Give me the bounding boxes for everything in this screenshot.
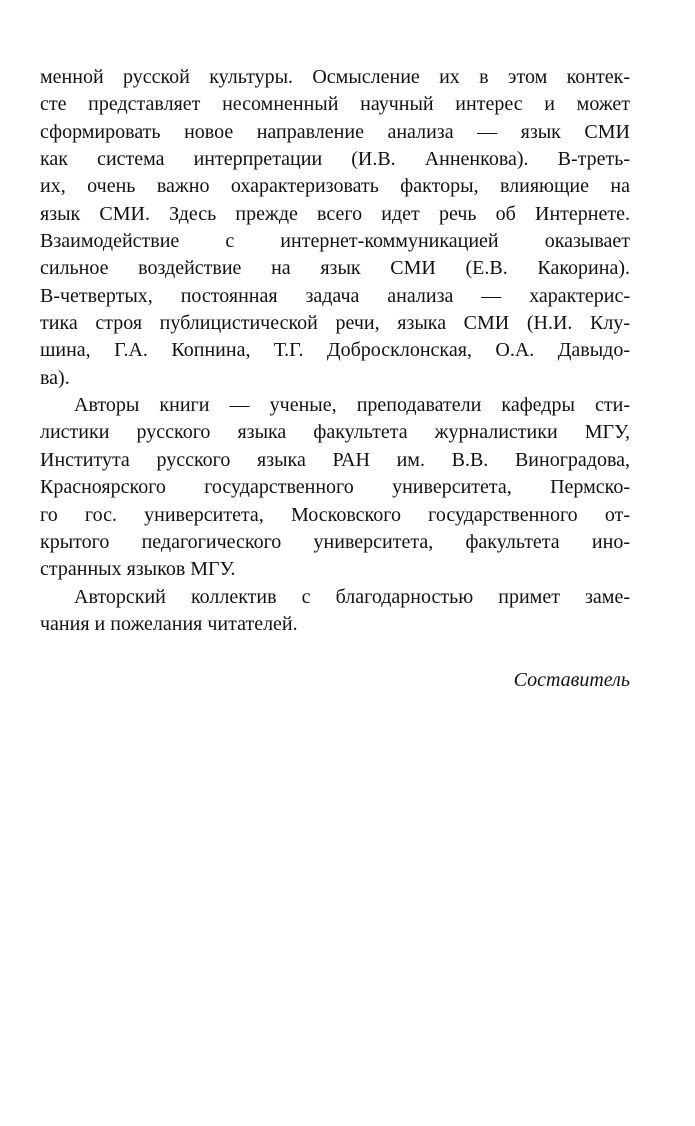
text-line: Красноярского государственного университета, Пермско- <box>40 476 630 499</box>
text-line: Авторы книги — ученые, преподаватели кафедры сти- <box>74 394 630 417</box>
text-line: Взаимодействие с интернет-коммуникацией оказывает <box>40 230 630 253</box>
document-page <box>40 64 630 694</box>
paragraph-thanks <box>40 584 630 639</box>
text-line: странных языков МГУ. <box>40 558 236 581</box>
text-line: сте представляет несомненный научный интерес и может <box>40 93 630 116</box>
text-line: ва). <box>40 366 70 389</box>
text-line: В-четвертых, постоянная задача анализа — характерис- <box>40 284 630 307</box>
text-line: язык СМИ. Здесь прежде всего идет речь об Интернете. <box>40 202 630 225</box>
text-line: чания и пожелания читателей. <box>40 612 298 635</box>
text-line: листики русского языка факультета журналистики МГУ, <box>40 421 630 444</box>
text-line: как система интерпретации (И.В. Анненкова). В-треть- <box>40 148 630 171</box>
text-line: тика строя публицистической речи, языка СМИ (Н.И. Клу- <box>40 312 630 335</box>
paragraph-authors <box>40 392 630 583</box>
paragraph-continuation <box>40 64 630 392</box>
text-line: сформировать новое направление анализа — язык СМИ <box>40 120 630 143</box>
text-line: Авторский коллектив с благодарностью примет заме- <box>74 585 630 608</box>
text-line: Института русского языка РАН им. В.В. Виноградова, <box>40 448 630 471</box>
text-line: сильное воздействие на язык СМИ (Е.В. Какорина). <box>40 257 630 280</box>
text-line: го гос. университета, Московского государственного от- <box>40 503 630 526</box>
text-line: крытого педагогического университета, факультета ино- <box>40 530 630 553</box>
text-line: шина, Г.А. Копнина, Т.Г. Добросклонская, О.А. Давыдо- <box>40 339 630 362</box>
text-line: менной русской культуры. Осмысление их в этом контек- <box>40 66 630 88</box>
text-line: их, очень важно охарактеризовать факторы, влияющие на <box>40 175 630 198</box>
signature: Составитель <box>513 669 630 692</box>
